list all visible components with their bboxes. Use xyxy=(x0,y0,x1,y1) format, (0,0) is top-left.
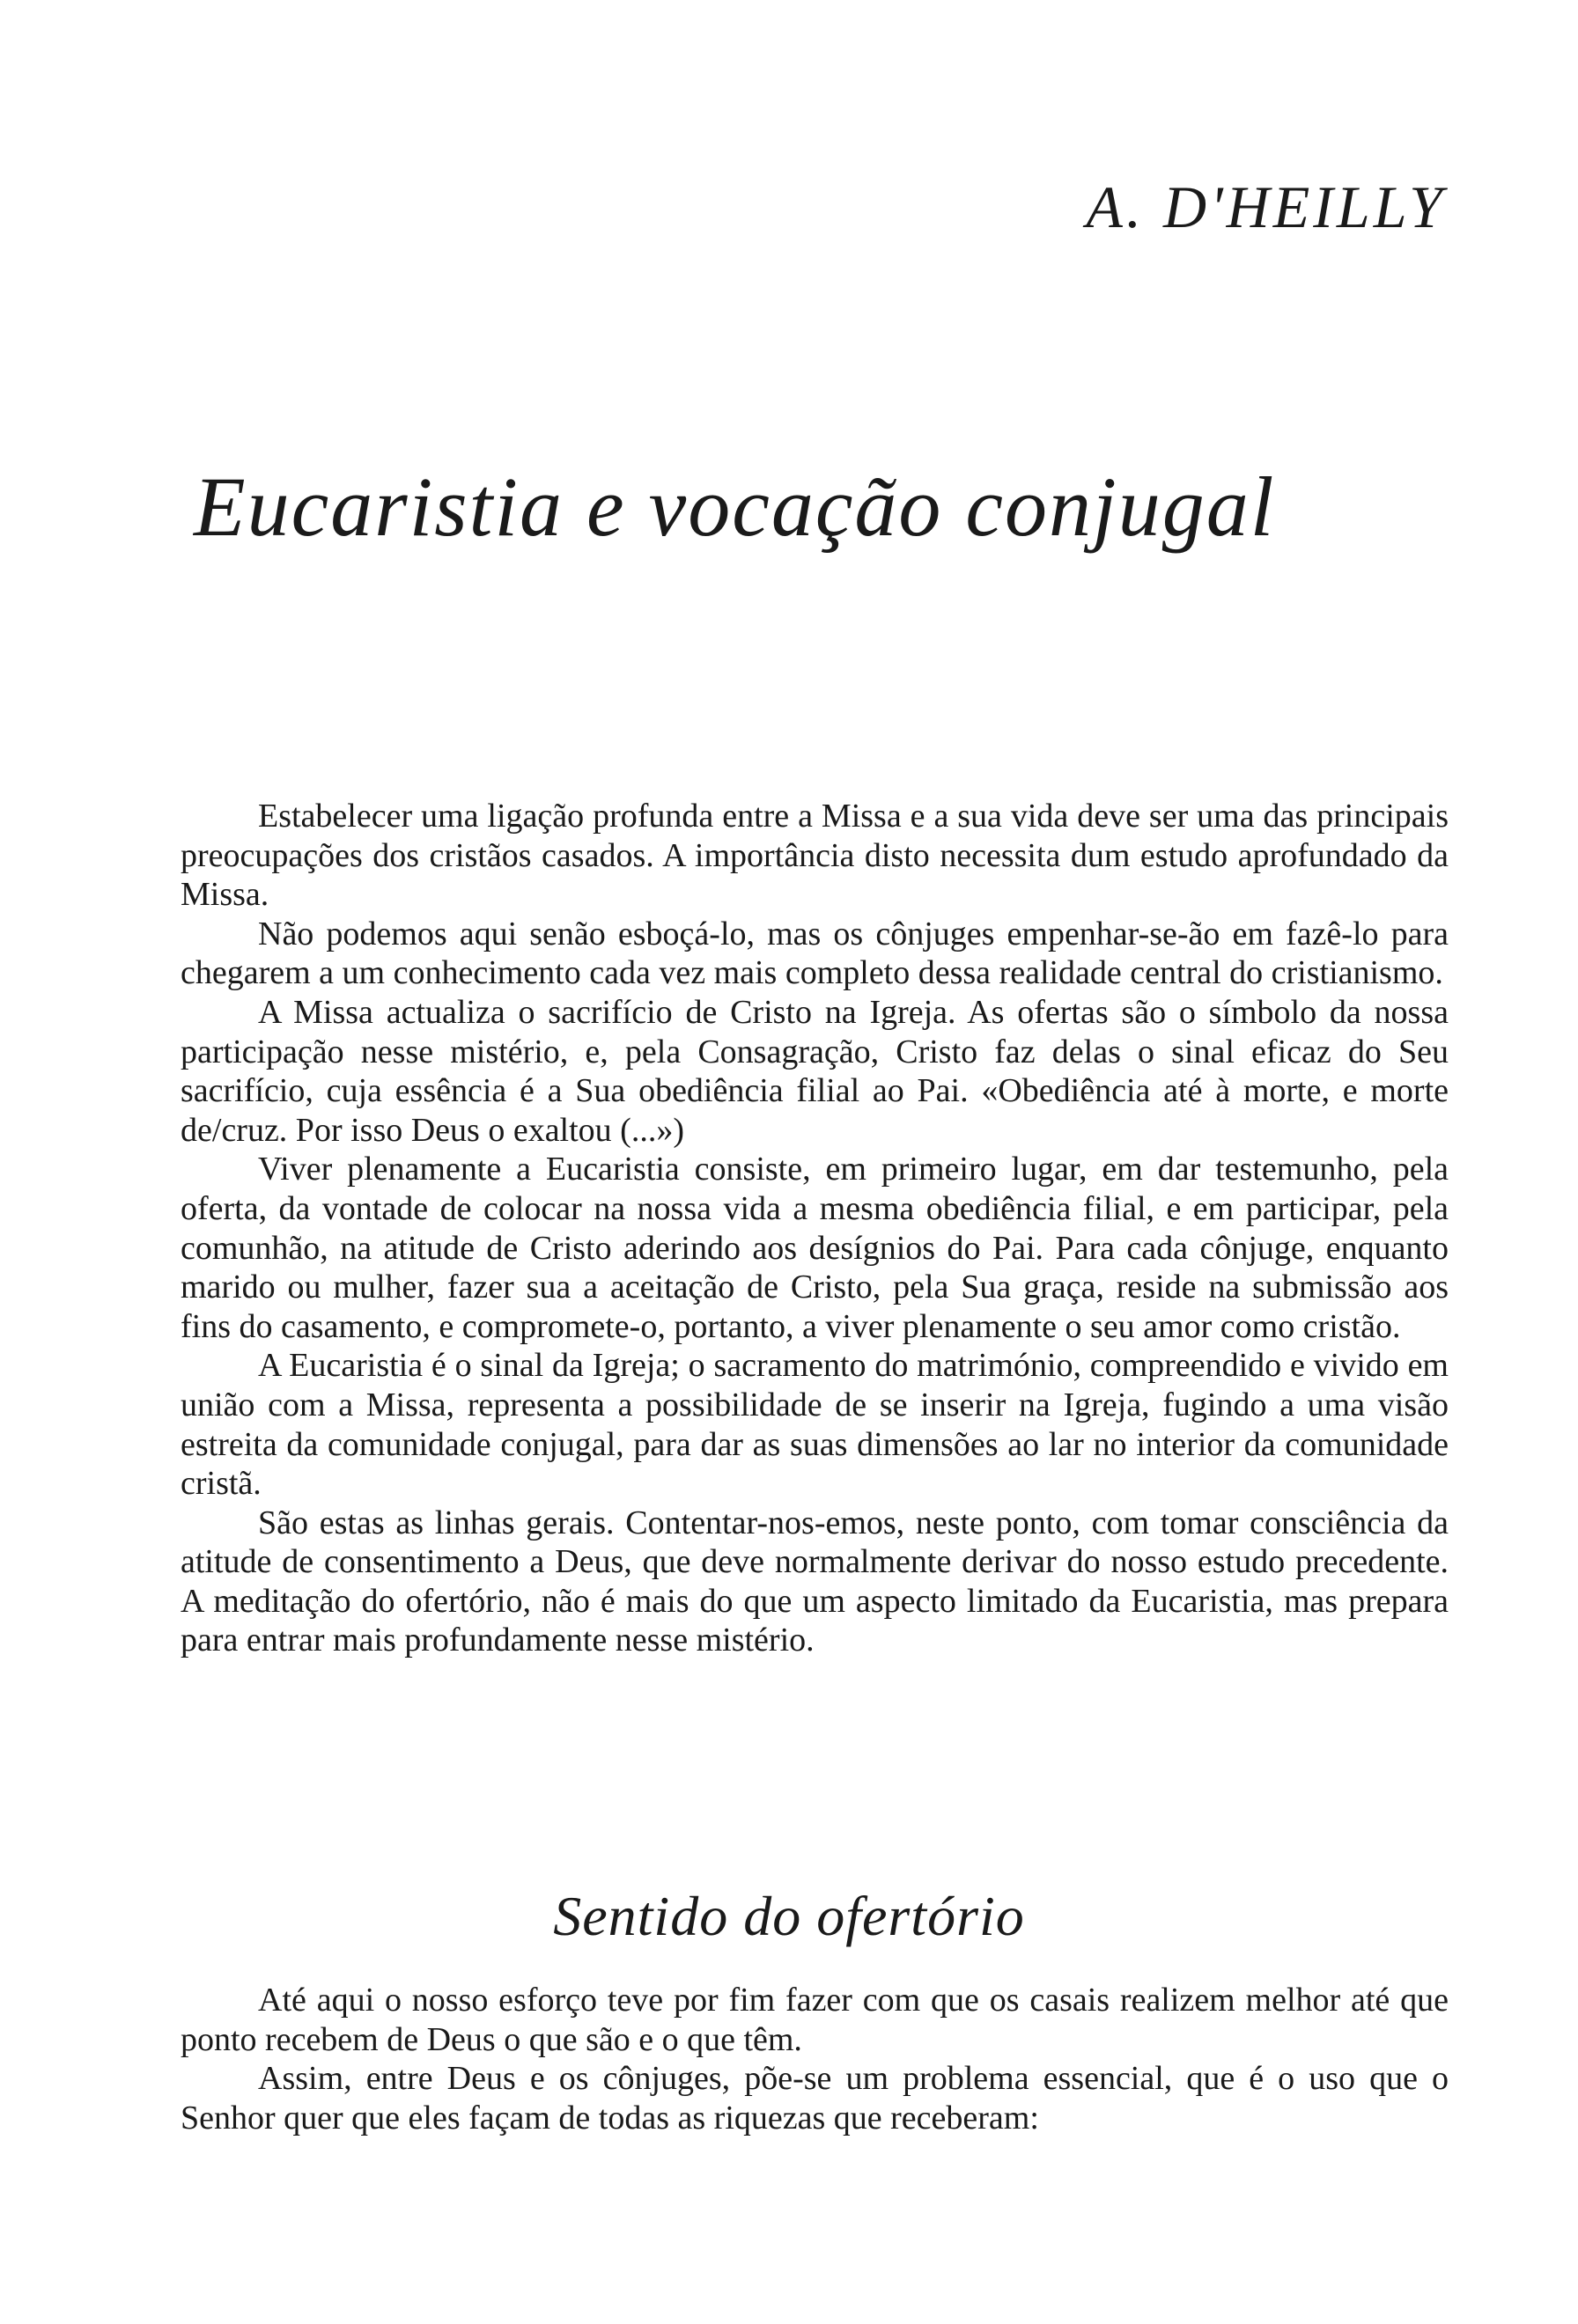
paragraph: Até aqui o nosso esforço teve por fim fazer com que os casais realizem melhor até que ponto recebem de Deus o que são e o que têm. xyxy=(181,1982,1449,2058)
paragraph: A Missa actualiza o sacrifício de Cristo na Igreja. As ofertas são o símbolo da nossa participação nesse mistério, e, pela Consagração, Cristo faz delas o sinal eficaz do Seu sacrifício, cuja essência é a Sua obediência filial ao Pai. «Obediência até à morte, e morte de/cruz. Por isso Deus o exaltou (...») xyxy=(181,993,1449,1149)
paragraph: Estabelecer uma ligação profunda entre a Missa e a sua vida deve ser uma das principais preocupações dos cristãos casados. A importância disto necessita dum estudo aprofundado da Missa. xyxy=(181,798,1449,914)
author-name: A. D'HEILLY xyxy=(1086,173,1446,240)
paragraph: São estas as linhas gerais. Contentar-nos-emos, neste ponto, com tomar consciência da atitude de consentimento a Deus, que deve normalmente derivar do nosso estudo precedente. A meditação do ofertório, não é mais do que um aspecto limitado da Eucaristia, mas prepara para entrar mais profundamente nesse mistério. xyxy=(181,1504,1449,1659)
paragraph: A Eucaristia é o sinal da Igreja; o sacramento do matrimónio, compreendido e vivido em união com a Missa, representa a possibilidade de se inserir na Igreja, fugindo a uma visão estreita da comunidade conjugal, para dar as suas dimensões ao lar no interior da comunidade cristã. xyxy=(181,1347,1449,1503)
paragraph: Assim, entre Deus e os cônjuges, põe-se um problema essencial, que é o uso que o Senhor quer que eles façam de todas as riquezas que receberam: xyxy=(181,2060,1449,2136)
section-heading: Sentido do ofertório xyxy=(553,1885,1025,1947)
paragraph: Não podemos aqui senão esboçá-lo, mas os cônjuges empenhar-se-ão em fazê-lo para chegarem a um conhecimento cada vez mais completo dessa realidade central do cristianismo. xyxy=(181,915,1449,992)
paragraph: Viver plenamente a Eucaristia consiste, em primeiro lugar, em dar testemunho, pela oferta, da vontade de colocar na nossa vida a mesma obediência filial, e em participar, pela comunhão, na atitude de Cristo aderindo aos desígnios do Pai. Para cada cônjuge, enquanto marido ou mulher, fazer sua a aceitação de Cristo, pela Sua graça, reside na submissão aos fins do casamento, e compromete-o, portanto, a viver plenamente o seu amor como cristão. xyxy=(181,1151,1449,1345)
section-text xyxy=(181,1981,1449,2137)
article-title: Eucaristia e vocação conjugal xyxy=(194,460,1276,554)
intro-text xyxy=(181,797,1449,1660)
